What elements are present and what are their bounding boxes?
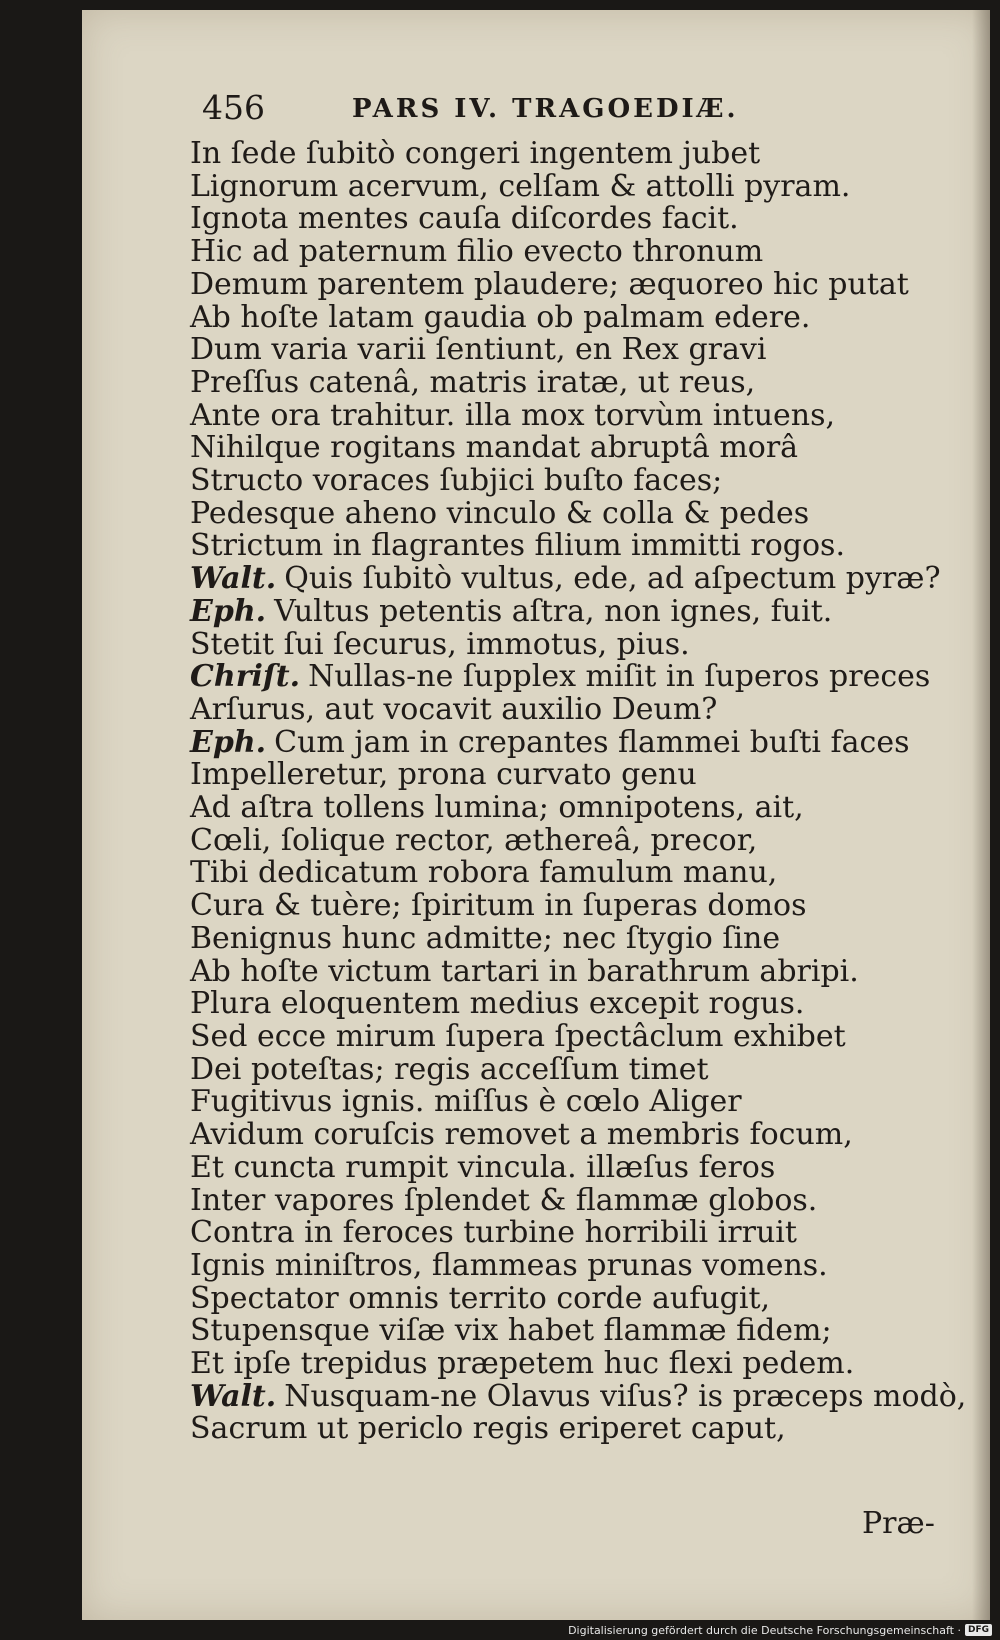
verse-line-text: Sed ecce mirum ſupera ſpectâclum exhibet bbox=[190, 1018, 846, 1054]
verse-line-text: Cœli, ſolique rector, æthereâ, precor, bbox=[190, 822, 758, 858]
verse-line-text: Ante ora trahitur. illa mox torvùm intuens, bbox=[190, 397, 836, 433]
verse-line bbox=[190, 432, 950, 465]
verse-line-text: Quis ſubitò vultus, ede, ad aſpectum pyræ? bbox=[284, 561, 941, 597]
verse-line-text: Fugitivus ignis. miſſus è cœlo Aliger bbox=[190, 1084, 742, 1120]
verse-line bbox=[190, 203, 950, 236]
verse-line bbox=[190, 364, 950, 400]
speaker-label: Eph. bbox=[190, 724, 267, 760]
speaker-label: Walt. bbox=[190, 561, 277, 597]
verse-line bbox=[190, 792, 950, 825]
verse-line bbox=[190, 1217, 950, 1250]
digitization-footer bbox=[568, 1622, 992, 1638]
verse-line-text: Strictum in flagrantes filium immitti rogos. bbox=[190, 528, 845, 564]
verse-line bbox=[190, 1149, 950, 1185]
verse-line-text: Lignorum acervum, celſam & attolli pyram. bbox=[190, 168, 851, 204]
verse-line bbox=[190, 1315, 950, 1348]
verse-line-text: Nusquam-ne Olavus viſus? is præceps modò, bbox=[284, 1378, 967, 1414]
verse-line bbox=[190, 236, 950, 269]
verse-line-text: Demum parentem plaudere; æquoreo hic putat bbox=[190, 266, 909, 302]
verse-line bbox=[190, 563, 950, 596]
verse-line-text: Benignus hunc admitte; nec ſtygio ſine bbox=[190, 920, 781, 956]
verse-line bbox=[190, 495, 950, 531]
verse-line-text: Preſſus catenâ, matris iratæ, ut reus, bbox=[190, 364, 756, 400]
page-header bbox=[202, 82, 842, 132]
verse-line bbox=[190, 626, 950, 662]
verse-line bbox=[190, 266, 950, 302]
verse-line-text: Hic ad paternum filio evecto thronum bbox=[190, 234, 764, 270]
verse-line-text: Cum jam in crepantes flammei buſti faces bbox=[274, 724, 910, 760]
verse-line-text: Et cuncta rumpit vincula. illæſus feros bbox=[190, 1149, 776, 1185]
verse-line-text: Nullas-ne ſupplex miſit in ſuperos preces bbox=[308, 659, 931, 695]
verse-line-text: Ad aſtra tollens lumina; omnipotens, ait, bbox=[190, 790, 804, 826]
verse-line bbox=[190, 138, 950, 171]
verse-line bbox=[190, 1119, 950, 1152]
verse-line-text: Arſurus, aut vocavit auxilio Deum? bbox=[190, 691, 718, 727]
verse-line-text: Avidum coruſcis removet a membris focum, bbox=[190, 1117, 853, 1153]
verse-line-text: Stupensque viſæ vix habet flammæ fidem; bbox=[190, 1313, 832, 1349]
verse-line bbox=[190, 299, 950, 335]
verse-line bbox=[190, 1086, 950, 1119]
verse-line-text: Structo voraces ſubjici buſto faces; bbox=[190, 463, 723, 499]
verse-line bbox=[190, 1051, 950, 1087]
verse-line-text: Ab hoſte victum tartari in barathrum abripi. bbox=[190, 953, 859, 989]
verse-line bbox=[190, 661, 950, 694]
catchword: Præ- bbox=[862, 1506, 935, 1541]
verse-line bbox=[190, 691, 950, 727]
verse-line bbox=[190, 857, 950, 890]
verse-line-text: Ignis miniſtros, flammeas prunas vomens. bbox=[190, 1247, 828, 1283]
verse-line-text: Nihilque rogitans mandat abruptâ morâ bbox=[190, 430, 799, 466]
speaker-label: Walt. bbox=[190, 1378, 277, 1414]
verse-line-text: Sacrum ut periclo regis eriperet caput, bbox=[190, 1411, 786, 1447]
verse-line-text: Contra in feroces turbine horribili irruit bbox=[190, 1215, 797, 1251]
verse-line-text: Spectator omnis territo corde aufugit, bbox=[190, 1280, 771, 1316]
verse-line-text: Plura eloquentem medius excepit rogus. bbox=[190, 986, 805, 1022]
verse-line-text: Ab hoſte latam gaudia ob palmam edere. bbox=[190, 299, 811, 335]
book-page bbox=[82, 10, 990, 1620]
verse-line bbox=[190, 593, 950, 629]
funding-credit: Digitalisierung gefördert durch die Deutsche Forschungsgemeinschaft · bbox=[568, 1623, 961, 1637]
page-number: 456 bbox=[202, 88, 265, 127]
verse-line bbox=[190, 1413, 950, 1446]
running-title: PARS IV. TRAGOEDIÆ. bbox=[352, 94, 739, 124]
verse-line bbox=[190, 890, 950, 923]
verse-line-text: Impelleretur, prona curvato genu bbox=[190, 757, 697, 793]
verse-line bbox=[190, 920, 950, 956]
verse-line-text: Dei poteſtas; regis acceſſum timet bbox=[190, 1051, 709, 1087]
verse-line bbox=[190, 1378, 967, 1414]
verse-text bbox=[190, 136, 967, 1447]
verse-line-text: In ſede ſubitò congeri ingentem jubet bbox=[190, 136, 761, 171]
verse-line-text: Cura & tuère; ſpiritum in ſuperas domos bbox=[190, 888, 807, 924]
verse-line bbox=[190, 953, 950, 989]
dfg-logo: DFG bbox=[965, 1624, 992, 1636]
verse-line-text: Inter vapores ſplendet & flammæ globos. bbox=[190, 1182, 818, 1218]
verse-line-text: Ignota mentes cauſa diſcordes facit. bbox=[190, 201, 739, 237]
verse-line bbox=[190, 1280, 950, 1316]
verse-line-text: Vultus petentis aſtra, non ignes, fuit. bbox=[274, 593, 833, 629]
verse-line-text: Dum varia varii ſentiunt, en Rex gravi bbox=[190, 332, 767, 368]
speaker-label: Eph. bbox=[190, 593, 267, 629]
verse-line-text: Pedesque aheno vinculo & colla & pedes bbox=[190, 495, 810, 531]
verse-line bbox=[190, 334, 950, 367]
verse-line bbox=[190, 397, 950, 433]
verse-line-text: Tibi dedicatum robora famulum manu, bbox=[190, 855, 778, 891]
verse-line-text: Stetit ſui ſecurus, immotus, pius. bbox=[190, 626, 690, 662]
speaker-label: Chriſt. bbox=[190, 659, 301, 695]
verse-line bbox=[190, 1018, 950, 1054]
verse-line bbox=[190, 465, 950, 498]
verse-line bbox=[190, 822, 950, 858]
verse-line bbox=[190, 1247, 950, 1283]
verse-line bbox=[190, 759, 950, 792]
verse-line bbox=[190, 1348, 950, 1381]
verse-line bbox=[190, 168, 950, 204]
verse-line bbox=[190, 988, 950, 1021]
verse-line bbox=[190, 1182, 950, 1218]
verse-line-text: Et ipſe trepidus præpetem huc flexi pedem. bbox=[190, 1346, 855, 1382]
verse-line bbox=[190, 724, 950, 760]
verse-line bbox=[190, 530, 950, 563]
